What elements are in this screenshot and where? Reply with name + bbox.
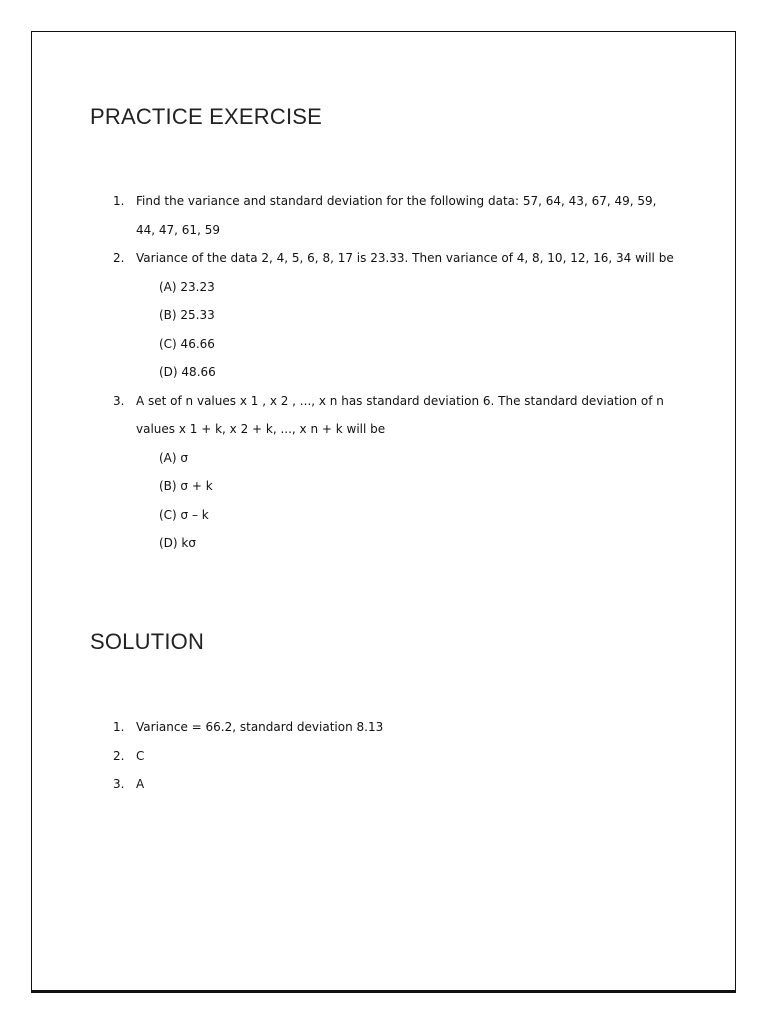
- question-2-option-a: (A) 23.23: [159, 280, 215, 294]
- question-1-line-1: Find the variance and standard deviation for the following data: 57, 64, 43, 67, 49, 59,: [136, 194, 657, 208]
- question-2-option-c: (C) 46.66: [159, 337, 215, 351]
- answer-3-text: A: [136, 777, 145, 791]
- question-1-line-2: 44, 47, 61, 59: [136, 223, 220, 237]
- answer-1-number: 1.: [113, 720, 125, 734]
- answer-3-number: 3.: [113, 777, 125, 791]
- question-3-option-b: (B) σ + k: [159, 479, 213, 493]
- question-3-option-d: (D) kσ: [159, 536, 196, 550]
- question-3-line-2: values x 1 + k, x 2 + k, ..., x n + k will be: [136, 422, 386, 436]
- practice-exercise-heading: PRACTICE EXERCISE: [90, 104, 323, 129]
- answer-1-text: Variance = 66.2, standard deviation 8.13: [136, 720, 384, 734]
- question-2-option-d: (D) 48.66: [159, 365, 216, 379]
- answer-2-number: 2.: [113, 749, 125, 763]
- question-3-option-a: (A) σ: [159, 451, 188, 465]
- document-page: [31, 31, 736, 993]
- question-3-line-1: A set of n values x 1 , x 2 , ..., x n has standard deviation 6. The standard deviation of n: [136, 394, 664, 408]
- question-2-option-b: (B) 25.33: [159, 308, 215, 322]
- question-2-line-1: Variance of the data 2, 4, 5, 6, 8, 17 is 23.33. Then variance of 4, 8, 10, 12, 16, 34 will be: [136, 251, 674, 265]
- question-2-number: 2.: [113, 251, 125, 265]
- question-1-number: 1.: [113, 194, 125, 208]
- question-3-option-c: (C) σ – k: [159, 508, 209, 522]
- solution-heading: SOLUTION: [90, 629, 205, 654]
- answer-2-text: C: [136, 749, 145, 763]
- question-3-number: 3.: [113, 394, 125, 408]
